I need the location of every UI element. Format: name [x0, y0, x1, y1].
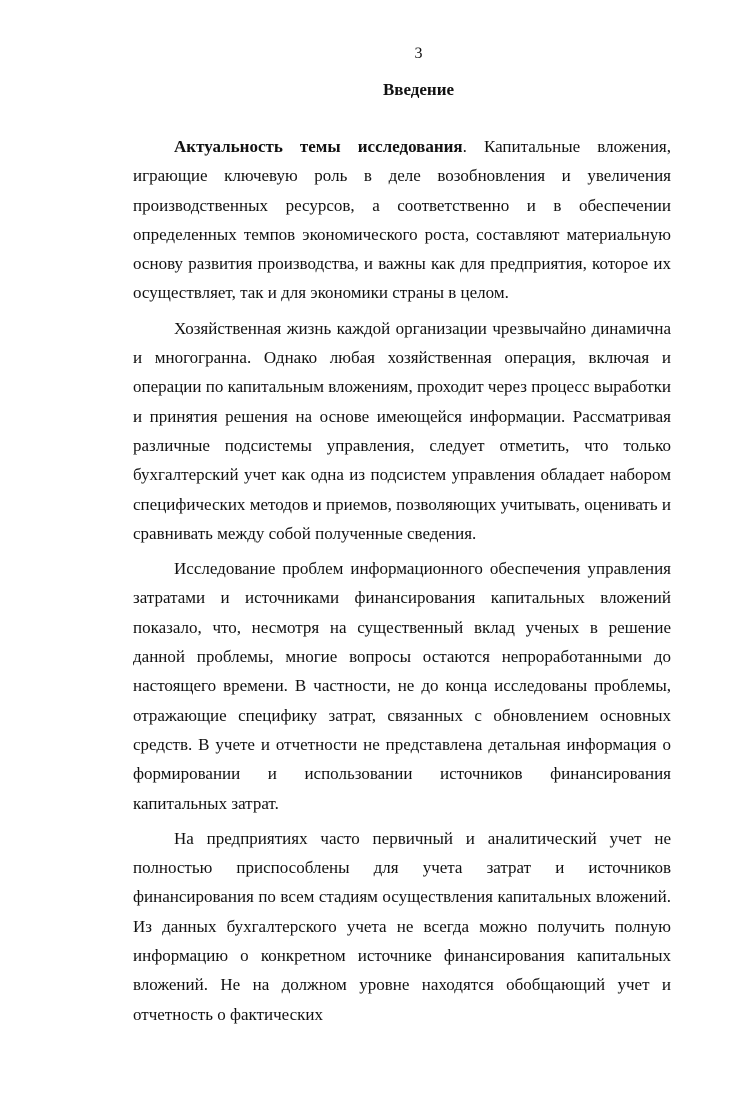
paragraph-enterprise-accounting: На предприятиях часто первичный и аналитический учет не полностью приспособлены для учета затрат и источников финансирования по всем стадиям осуществления капитальных вложений. Из данных бухгалтерского учета не всегда можно получить полную информацию о конкретном источнике финансирования капитальных вложений. Не на должном уровне находятся обобщающий учет и отчетность о фактических	[133, 828, 671, 1024]
page-number: 3	[414, 45, 423, 62]
paragraph-relevance	[133, 132, 671, 308]
section-heading: Введение	[382, 80, 455, 99]
body-text	[133, 132, 671, 1029]
paragraph-text: . Капитальные вложения, играющие ключевую роль в деле возобновления и увеличения производственных ресурсов, а соответственно и в обеспечении определенных темпов экономического роста, составляют материальную основу развития производства, и важны как для предприятия, которое их осуществляет, так и для экономики страны в целом.	[133, 137, 671, 303]
paragraph-lead: Актуальность темы исследования	[174, 137, 463, 156]
paragraph-research-problems: Исследование проблем информационного обеспечения управления затратами и источниками финансирования капитальных вложений показало, что, несмотря на существенный вклад ученых в решение данной проблемы, многие вопросы остаются непроработанными до настоящего времени. В частности, не до конца исследованы проблемы, отражающие специфику затрат, связанных с обновлением основных средств. В учете и отчетности не представлена детальная информация о формировании и использовании источников финансирования капитальных затрат.	[133, 559, 671, 813]
paragraph-economic-life: Хозяйственная жизнь каждой организации чрезвычайно динамична и многогранна. Однако любая хозяйственная операция, включая и операции по капитальным вложениям, проходит через процесс выработки и принятия решения на основе имеющейся информации. Рассматривая различные подсистемы управления, следует отметить, что только бухгалтерский учет как одна из подсистем управления обладает набором специфических методов и приемов, позволяющих учитывать, оценивать и сравнивать между собой полученные сведения.	[133, 318, 671, 543]
